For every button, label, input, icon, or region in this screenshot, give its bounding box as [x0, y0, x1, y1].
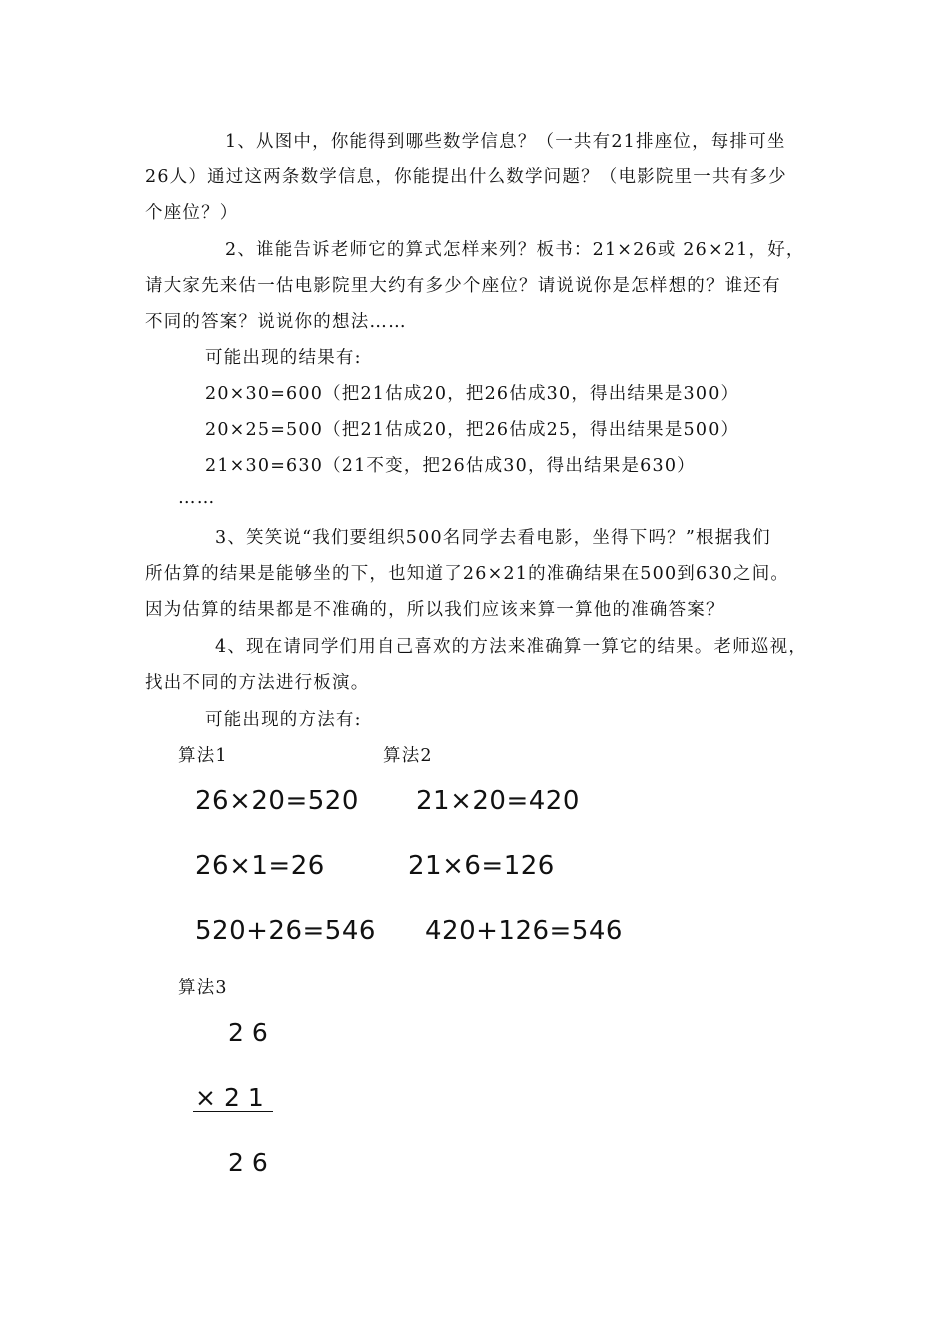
- paragraph-3-line-1: 3、笑笑说“我们要组织500名同学去看电影，坐得下吗？”根据我们: [215, 528, 771, 548]
- paragraph-3-line-2: 所估算的结果是能够坐的下，也知道了26×21的准确结果在500到630之间。: [145, 564, 790, 584]
- vertical-underline: [193, 1111, 273, 1112]
- vertical-multiplier: ×21: [195, 1083, 272, 1112]
- results-ellipsis: ……: [178, 488, 216, 508]
- method-2-step-3: 420+126=546: [425, 916, 623, 946]
- vertical-multiplicand: 26: [228, 1018, 276, 1047]
- method-2-label: 算法2: [383, 746, 433, 766]
- methods-intro: 可能出现的方法有:: [205, 710, 362, 730]
- paragraph-2-line-3: 不同的答案？说说你的想法……: [145, 312, 407, 332]
- method-1-label: 算法1: [178, 746, 228, 766]
- result-line-2: 20×25=500（把21估成20，把26估成25，得出结果是500）: [205, 420, 740, 440]
- method-1-step-2: 26×1=26: [195, 851, 325, 881]
- method-2-step-1: 21×20=420: [416, 786, 580, 816]
- method-1-step-3: 520+26=546: [195, 916, 376, 946]
- paragraph-4-line-2: 找出不同的方法进行板演。: [145, 673, 370, 693]
- method-1-step-1: 26×20=520: [195, 786, 359, 816]
- paragraph-1-line-1: 1、从图中，你能得到哪些数学信息？（一共有21排座位，每排可坐: [225, 132, 786, 152]
- paragraph-2-line-2: 请大家先来估一估电影院里大约有多少个座位？请说说你是怎样想的？谁还有: [145, 276, 781, 296]
- method-3-label: 算法3: [178, 978, 228, 998]
- paragraph-2-line-1: 2、谁能告诉老师它的算式怎样来列？板书：21×26或 26×21，好，: [225, 240, 805, 260]
- results-intro: 可能出现的结果有:: [205, 348, 362, 368]
- paragraph-1-line-3: 个座位？）: [145, 203, 239, 223]
- vertical-partial-product: 26: [228, 1148, 276, 1177]
- method-2-step-2: 21×6=126: [408, 851, 555, 881]
- paragraph-1-line-2: 26人）通过这两条数学信息，你能提出什么数学问题？（电影院里一共有多少: [145, 167, 787, 187]
- paragraph-4-line-1: 4、现在请同学们用自己喜欢的方法来准确算一算它的结果。老师巡视，: [215, 637, 808, 657]
- result-line-3: 21×30=630（21不变，把26估成30，得出结果是630）: [205, 456, 696, 476]
- paragraph-3-line-3: 因为估算的结果都是不准确的，所以我们应该来算一算他的准确答案？: [145, 600, 725, 620]
- result-line-1: 20×30=600（把21估成20，把26估成30，得出结果是300）: [205, 384, 740, 404]
